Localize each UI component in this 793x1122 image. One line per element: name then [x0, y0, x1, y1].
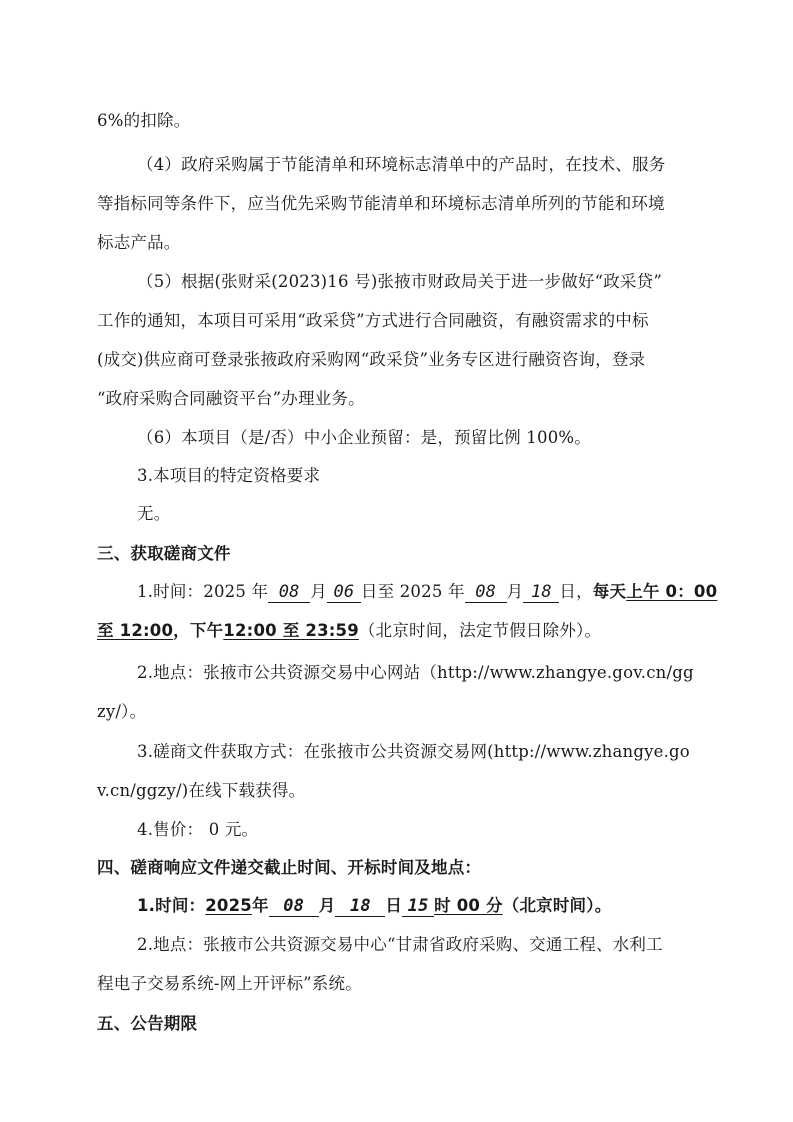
text-segment: ，下午 — [173, 621, 224, 640]
acquisition-time-line — [137, 580, 717, 604]
paragraph-line: 等指标同等条件下，应当优先采购节能清单和环境标志清单所列的节能和环境 — [97, 194, 665, 213]
paragraph-line: 标志产品。 — [97, 233, 181, 252]
section-heading-5: 五、公告期限 — [97, 1014, 198, 1033]
text-segment: （北京时间）。 — [502, 896, 612, 915]
section-heading-4: 四、磋商响应文件递交截止时间、开标时间及地点： — [97, 858, 482, 877]
paragraph-line: （6）本项目（是/否）中小企业预留：是，预留比例 100%。 — [137, 428, 591, 447]
text-segment: 时 00 分 — [434, 896, 503, 915]
paragraph-line: （4）政府采购属于节能清单和环境标志清单中的产品时，在技术、服务 — [137, 155, 666, 174]
text-segment: 至 12:00 — [97, 621, 174, 640]
handwritten-month: 08 — [268, 582, 310, 603]
text-segment: 月 — [318, 896, 336, 915]
paragraph-line: “政府采购合同融资平台”办理业务。 — [97, 389, 365, 408]
paragraph-line: zy/）。 — [97, 702, 147, 721]
text-segment: 月 — [506, 582, 524, 601]
paragraph-line: 工作的通知，本项目可采用“政采贷”方式进行合同融资，有融资需求的中标 — [97, 311, 649, 330]
handwritten-day: 18 — [523, 582, 559, 603]
text-segment: （北京时间，法定节假日除外）。 — [358, 621, 602, 640]
paragraph-line: 无。 — [137, 504, 171, 523]
text-segment: 1.时间： — [137, 896, 206, 915]
acquisition-time-line — [97, 619, 601, 643]
paragraph-line: 3.磋商文件获取方式：在张掖市公共资源交易网(http://www.zhangye.go — [137, 742, 690, 761]
handwritten-month: 08 — [465, 582, 507, 603]
paragraph-line: 2.地点：张掖市公共资源交易中心“甘肃省政府采购、交通工程、水利工 — [137, 935, 663, 954]
paragraph-line: （5）根据(张财采(2023)16 号)张掖市财政局关于进一步做好“政采贷” — [137, 272, 662, 291]
handwritten-day: 18 — [335, 896, 385, 917]
paragraph-line: 程电子交易系统-网上开评标”系统。 — [97, 974, 362, 993]
text-segment: 年 — [251, 896, 269, 915]
text-segment: 日， — [559, 582, 593, 601]
text-segment: 月 — [310, 582, 327, 601]
text-segment: 2025 — [205, 896, 252, 915]
paragraph-line: (成交)供应商可登录张掖政府采购网“政采贷”业务专区进行融资咨询，登录 — [97, 350, 646, 369]
text-segment: 每天 — [592, 582, 627, 601]
paragraph-line: 4.售价： 0 元。 — [137, 820, 259, 839]
handwritten-day: 06 — [327, 582, 361, 603]
handwritten-hour: 15 — [402, 896, 434, 917]
paragraph-line: 6%的扣除。 — [97, 111, 191, 130]
text-segment: 日至 2025 年 — [360, 582, 465, 601]
text-segment: 日 — [385, 896, 403, 915]
text-segment: 上午 0：00 — [626, 582, 718, 601]
text-segment: 12:00 至 23:59 — [223, 621, 359, 640]
deadline-time-line — [137, 894, 611, 918]
paragraph-line: 3.本项目的特定资格要求 — [137, 466, 321, 485]
text-segment: 1.时间：2025 年 — [137, 582, 269, 601]
section-heading-3: 三、获取磋商文件 — [97, 544, 231, 563]
paragraph-line: v.cn/ggzy/)在线下载获得。 — [97, 781, 306, 800]
handwritten-month: 08 — [269, 896, 319, 917]
paragraph-line: 2.地点：张掖市公共资源交易中心网站（http://www.zhangye.gov.cn/gg — [137, 663, 694, 682]
